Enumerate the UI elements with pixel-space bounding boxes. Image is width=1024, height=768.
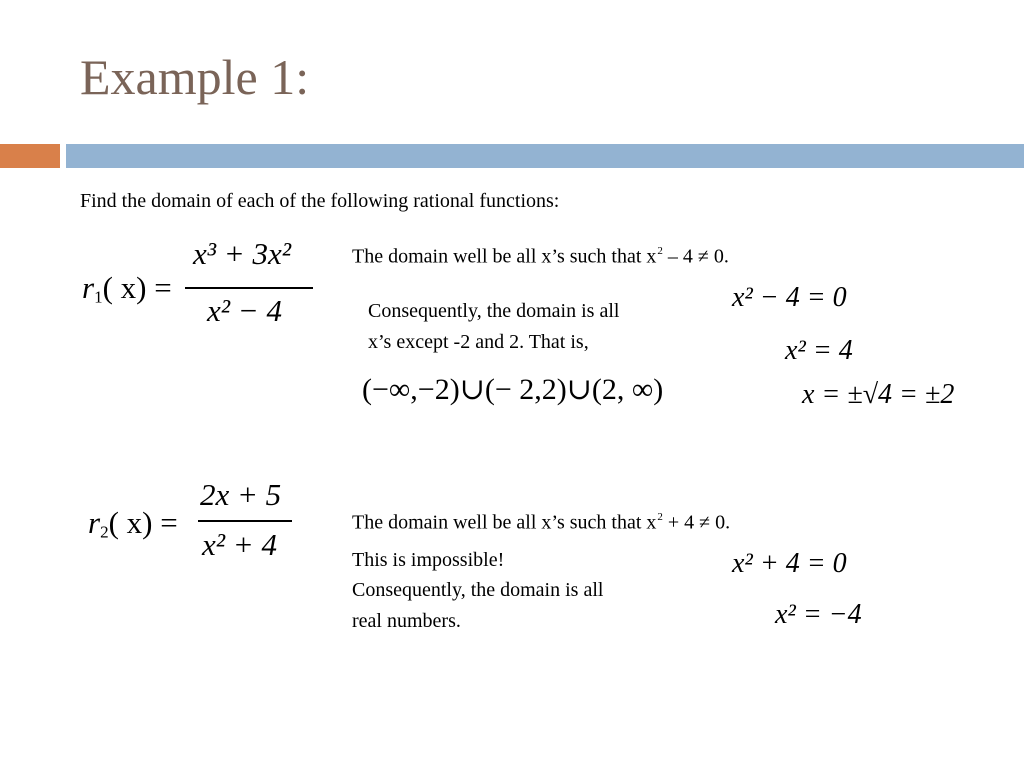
example2-impossible-line1: This is impossible! <box>352 549 505 571</box>
example2-fraction-bar <box>198 520 292 522</box>
example2-impossible-line3: real numbers. <box>352 610 461 632</box>
example1-interval: (−∞,−2)∪(− 2,2)∪(2, ∞) <box>362 373 664 406</box>
example1-equation2: x² = 4 <box>785 335 853 366</box>
example1-consequently-line2: x’s except -2 and 2. That is, <box>368 331 589 353</box>
example2-impossible-line2: Consequently, the domain is all <box>352 579 604 601</box>
example1-equation1: x² − 4 = 0 <box>732 282 847 313</box>
intro-text: Find the domain of each of the following rational functions: <box>80 190 560 212</box>
accent-bar-orange <box>0 144 60 168</box>
example2-lhs: $r_2$( x) = <box>88 505 178 542</box>
example2-equation1: x² + 4 = 0 <box>732 548 847 579</box>
example1-equation3: x = ±√4 = ±2 <box>802 379 955 410</box>
example1-numerator: x³ + 3x² <box>193 236 292 271</box>
example1-denominator: x² − 4 <box>207 293 282 328</box>
example2-numerator: 2x + 5 <box>200 477 282 512</box>
example1-domain-statement: The domain well be all x’s such that $x^2 - 4 \ne 0$. <box>352 245 729 268</box>
example1-fraction-bar <box>185 287 313 289</box>
slide-title: Example 1: <box>80 49 310 105</box>
accent-bar-blue <box>66 144 1024 168</box>
example2-denominator: x² + 4 <box>202 527 277 562</box>
example1-lhs: $r_1$( x) = <box>82 270 172 307</box>
example2-equation2: x² = −4 <box>775 599 862 630</box>
example1-consequently-line1: Consequently, the domain is all <box>368 300 620 322</box>
example2-domain-statement: The domain well be all x’s such that $x^2 + 4 \ne 0$. <box>352 511 731 534</box>
